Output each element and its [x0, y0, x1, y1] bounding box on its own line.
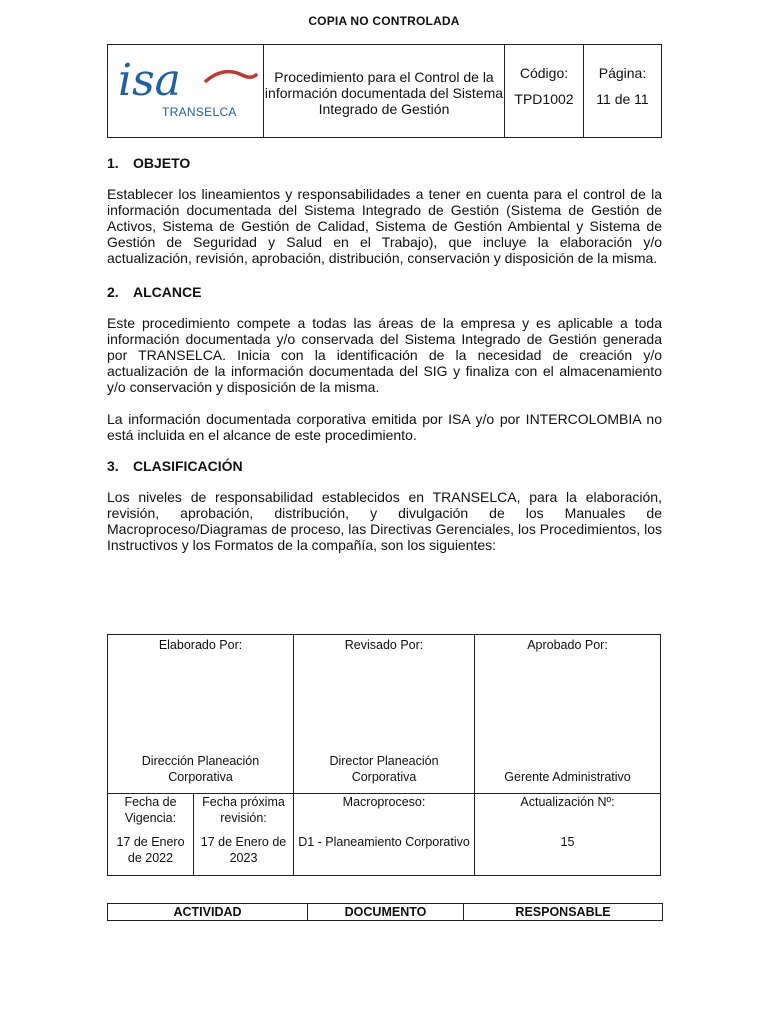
fecha-vigencia-value: 17 de Enero de 2022: [116, 835, 185, 865]
aprobado-cell: [475, 635, 661, 794]
macroproceso-value: D1 - Planeamiento Corporativo: [298, 835, 470, 849]
section-alcance: [107, 284, 662, 443]
page-label: Página:: [598, 65, 647, 81]
logo-subtitle: TRANSELCA: [162, 105, 237, 119]
actualizacion-cell: [475, 794, 661, 876]
macroproceso-cell: [294, 794, 475, 876]
watermark-label: COPIA NO CONTROLADA: [308, 14, 460, 28]
aprobado-role: Gerente Administrativo: [504, 770, 631, 784]
actualizacion-value: 15: [560, 835, 575, 849]
elaborado-role: Dirección Planeación Corporativa: [141, 754, 260, 784]
fecha-revision-value: 17 de Enero de 2023: [200, 835, 287, 865]
section-heading: 3. CLASIFICACIÓN: [107, 458, 243, 474]
elaborado-cell: [108, 635, 294, 794]
document-title: Procedimiento para el Control de la información documentada del Sistema Integrado de Gestión: [264, 45, 505, 138]
revisado-role: Director Planeación Corporativa: [329, 754, 439, 784]
section-objeto: [107, 155, 662, 266]
fecha-revision-cell: [194, 794, 294, 876]
document-column-header: DOCUMENTO: [308, 904, 464, 921]
section-clasificacion: [107, 458, 662, 553]
fecha-vigencia-label: Fecha de Vigencia:: [124, 795, 177, 825]
revisado-label: Revisado Por:: [344, 638, 424, 652]
aprobado-label: Aprobado Por:: [527, 638, 608, 652]
logo-cell: [108, 45, 264, 138]
fecha-vigencia-cell: [108, 794, 194, 876]
fecha-revision-label: Fecha próxima revisión:: [202, 795, 285, 825]
section-heading: 1. OBJETO: [107, 155, 191, 171]
section-paragraph: La información documentada corporativa emitida por ISA y/o por INTERCOLOMBIA no está incluida en el alcance de este procedimiento.: [107, 411, 662, 443]
section-paragraph: Los niveles de responsabilidad establecidos en TRANSELCA, para la elaboración, revisión, aprobación, distribución, y divulgación de los Manuales de Macroproceso/Diagramas de proceso, las Directivas Gerenciales, los Procedimientos, los Instructivos y los Formatos de la compañía, son los siguientes:: [107, 489, 662, 553]
approval-table: [107, 634, 661, 876]
page-value: 11 de 11: [596, 91, 649, 107]
page-cell: [584, 45, 662, 138]
section-paragraph: Establecer los lineamientos y responsabilidades a tener en cuenta para el control de la información documentada del Sistema Integrado de Gestión (Sistema de Gestión de Activos, Sistema de Gestión de Calidad, Sistema de Gestión Ambiental y Sistema de Gestión de Seguridad y Salud en el Trabajo), que incluye la elaboración y/o actualización, revisión, aprobación, distribución, conservación y disposición de la misma.: [107, 186, 662, 266]
section-heading: 2. ALCANCE: [107, 284, 202, 300]
elaborado-label: Elaborado Por:: [158, 638, 243, 652]
code-label: Código:: [519, 65, 569, 81]
isa-logo-icon: [114, 51, 259, 109]
activity-column-header: ACTIVIDAD: [108, 904, 308, 921]
code-value: TPD1002: [514, 91, 574, 107]
macroproceso-label: Macroproceso:: [342, 795, 426, 809]
code-cell: [505, 45, 584, 138]
document-header: [107, 44, 662, 138]
actualizacion-label: Actualización Nº:: [520, 795, 615, 809]
activity-table: [107, 903, 663, 921]
logo-text: isa: [118, 55, 181, 106]
revisado-cell: [294, 635, 475, 794]
section-paragraph: Este procedimiento compete a todas las áreas de la empresa y es aplicable a toda información documentada y/o conservada del Sistema Integrado de Gestión generada por TRANSELCA. Inicia con la identificación de la necesidad de creación y/o actualización de la información documentada del SIG y finaliza con el almacenamiento y/o conservación y disposición de la misma.: [107, 315, 662, 395]
responsible-column-header: RESPONSABLE: [464, 904, 663, 921]
